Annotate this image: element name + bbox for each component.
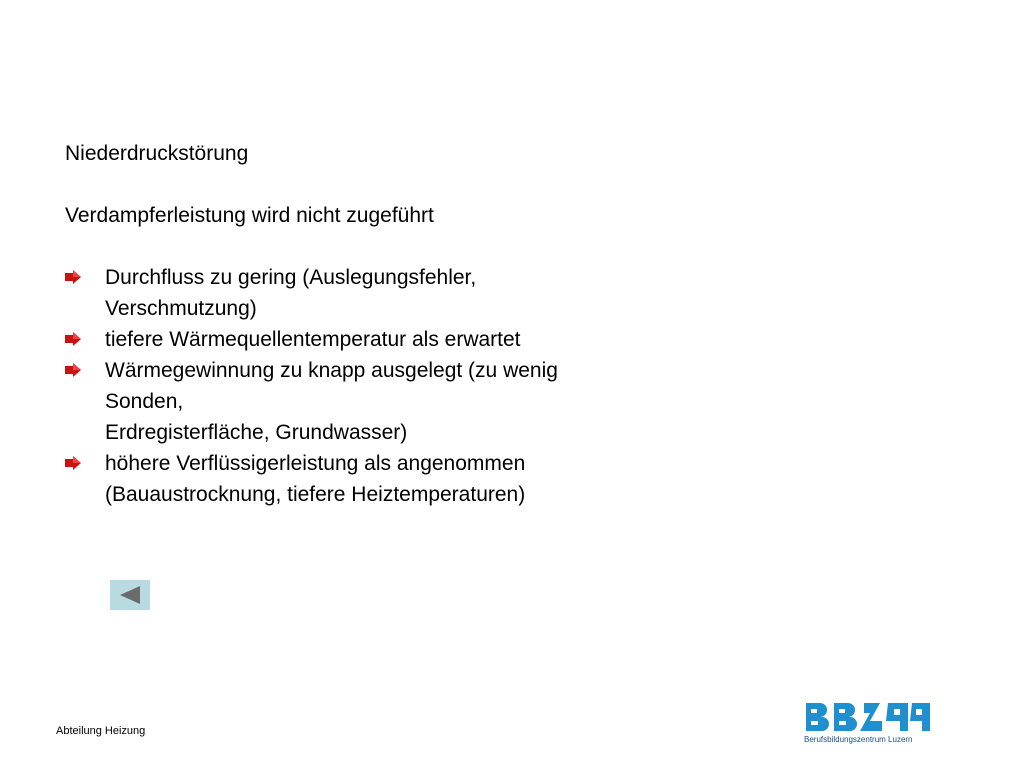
bullet-line: höhere Verflüssigerleistung als angenommen [105, 452, 526, 475]
back-arrow-icon [110, 580, 150, 610]
red-arrow-bullet-icon [65, 270, 81, 284]
bullet-item [65, 324, 705, 355]
bullet-line: tiefere Wärmequellentemperatur als erwartet [105, 328, 521, 351]
bbzl-logo [804, 701, 932, 747]
red-arrow-bullet-icon [65, 363, 81, 377]
logo-text: Berufsbildungszentrum Luzern [804, 735, 913, 744]
bullet-line: Wärmegewinnung zu knapp ausgelegt (zu wenig [105, 359, 558, 382]
bullet-item [65, 448, 705, 510]
bullet-item [65, 355, 705, 448]
slide-content [65, 138, 705, 510]
bullet-line: Sonden, [105, 390, 184, 413]
red-arrow-bullet-icon [65, 456, 81, 470]
bullet-line: Verschmutzung) [105, 297, 257, 320]
bullet-line: Durchfluss zu gering (Auslegungsfehler, [105, 266, 477, 289]
bullet-line: (Bauaustrocknung, tiefere Heiztemperaturen) [105, 483, 526, 506]
bullet-line: Erdregisterfläche, Grundwasser) [105, 421, 408, 444]
bullet-list [65, 262, 705, 510]
slide-subheading: Verdampferleistung wird nicht zugeführt [65, 204, 434, 227]
slide-heading: Niederdruckstörung [65, 142, 249, 165]
back-button[interactable] [110, 580, 150, 610]
red-arrow-bullet-icon [65, 332, 81, 346]
bullet-item [65, 262, 705, 324]
footer-department: Abteilung Heizung [56, 725, 146, 737]
bbzl-logo-mark-icon [804, 701, 932, 733]
